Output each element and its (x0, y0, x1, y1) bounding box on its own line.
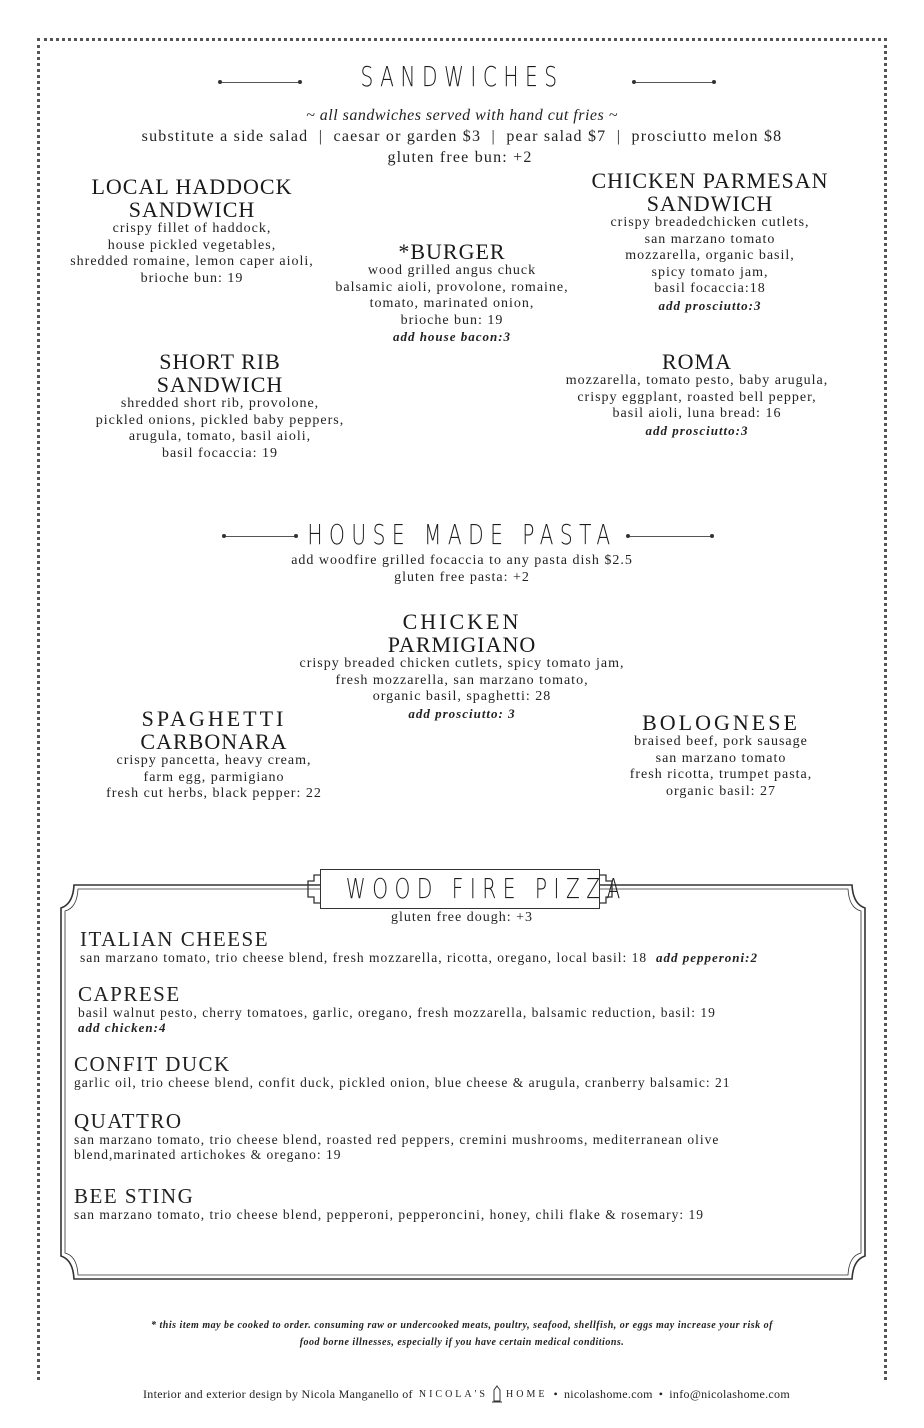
menu-item-roma (540, 350, 854, 439)
menu-item-spaghetti-carbonara (64, 707, 364, 803)
pizza-title: WOOD FIRE PIZZA (345, 872, 627, 905)
dish-desc-line: crispy fillet of haddock, (112, 221, 272, 236)
dish-addon: add chicken:4 (78, 1020, 167, 1035)
dish-desc-line: fresh ricotta, trumpet pasta, (629, 767, 813, 782)
dish-name: PARMIGIANO (387, 632, 537, 657)
dish-desc-line: house pickled vegetables, (107, 237, 277, 253)
menu-item-short-rib (60, 350, 380, 462)
disclaimer-line: food borne illnesses, especially if you have certain medical conditions. (299, 1337, 625, 1348)
dish-desc-line: basil focaccia: 19 (162, 445, 278, 461)
dish-desc-line: blend,marinated artichokes & oregano: 19 (74, 1147, 342, 1162)
menu-item-chicken-parmesan (560, 169, 860, 314)
footer-bullet: • (553, 1386, 558, 1401)
dish-desc-line: balsamic aioli, provolone, romaine, (335, 279, 569, 295)
footer-row (143, 1385, 790, 1403)
dish-name: QUATTRO (74, 1109, 183, 1133)
dish-desc-line: basil aioli, luna bread: 16 (612, 406, 782, 421)
dish-addon: add prosciutto: 3 (408, 705, 516, 721)
dish-desc-line: spicy tomato jam, (651, 264, 769, 280)
dish-name: *BURGER (398, 239, 506, 264)
pizza-item-quattro (74, 1110, 864, 1162)
footer (0, 1383, 924, 1405)
dish-desc-line: organic basil: 27 (665, 783, 777, 799)
dish-name: CAPRESE (78, 982, 181, 1006)
pasta-note-gluten: gluten free pasta: +2 (394, 570, 530, 585)
dish-desc-line: mozzarella, tomato pesto, baby arugula, (565, 373, 829, 388)
pasta-title: HOUSE MADE PASTA (307, 518, 617, 551)
section-rule-right (634, 82, 714, 83)
dish-desc-line: crispy breaded chicken cutlets, spicy tomato jam, (299, 656, 625, 671)
dish-name: CHICKEN PARMESAN (591, 168, 829, 193)
dish-desc-line: crispy pancetta, heavy cream, (116, 753, 312, 768)
dish-desc-line: arugula, tomato, basil aioli, (128, 429, 312, 444)
dish-name: CHICKEN (402, 609, 522, 634)
dish-desc-line: tomato, marinated onion, (369, 296, 535, 311)
consumer-advisory (80, 1317, 844, 1351)
dish-name: SPAGHETTI (141, 706, 287, 731)
dish-desc-line: brioche bun: 19 (140, 270, 244, 286)
section-rule-right (628, 536, 712, 537)
dish-addon: add prosciutto:3 (658, 297, 762, 313)
dish-desc-line: farm egg, parmigiano (143, 769, 285, 785)
dish-addon: add pepperoni:2 (655, 950, 758, 965)
footer-email-link[interactable]: info@nicolashome.com (669, 1386, 790, 1401)
dish-name: ROMA (661, 349, 732, 374)
dish-desc-line: crispy eggplant, roasted bell pepper, (577, 389, 817, 405)
sandwiches-title: SANDWICHES (360, 60, 564, 93)
dish-name: BOLOGNESE (642, 710, 800, 735)
dish-desc-line: shredded short rib, provolone, (120, 396, 320, 411)
brand-logo-left: NICOLA'S (418, 1388, 488, 1400)
dish-desc-line: fresh cut herbs, black pepper: 22 (106, 786, 322, 801)
dish-addon: add house bacon:3 (392, 329, 512, 344)
dish-name: ITALIAN CHEESE (80, 927, 270, 951)
dish-desc-line: organic basil, spaghetti: 28 (372, 689, 552, 704)
disclaimer-line: * this item may be cooked to order. consuming raw or undercooked meats, poultry, seafood, shellfish, or eggs may increase your risk of (151, 1320, 773, 1331)
dish-desc-line: braised beef, pork sausage (634, 734, 808, 749)
section-rule-left (224, 536, 296, 537)
pizza-item-bee-sting (74, 1185, 864, 1222)
dish-name: CONFIT DUCK (74, 1052, 231, 1076)
dish-desc-line: mozzarella, organic basil, (625, 248, 795, 263)
dish-desc-line: basil walnut pesto, cherry tomatoes, garlic, oregano, fresh mozzarella, balsamic reduction, basil: 19 (78, 1005, 716, 1020)
pizza-gluten-note: gluten free dough: +3 (390, 910, 534, 925)
dish-desc-line: san marzano tomato (655, 750, 787, 766)
menu-item-bolognese (586, 711, 856, 800)
menu-item-burger (312, 240, 592, 345)
dish-desc-line: brioche bun: 19 (400, 312, 504, 328)
brand-logo-icon (491, 1385, 503, 1403)
dish-name: BEE STING (74, 1184, 195, 1208)
menu-item-local-haddock (52, 175, 332, 287)
dish-desc-line: shredded romaine, lemon caper aioli, (70, 254, 314, 269)
dish-name: SANDWICH (646, 191, 774, 216)
footer-credit: Interior and exterior design by Nicola Manganello of (143, 1386, 413, 1401)
dish-addon: add prosciutto:3 (645, 422, 749, 438)
dish-desc-line: garlic oil, trio cheese blend, confit duck, pickled onion, blue cheese & arugula, cranberry balsamic: 21 (74, 1075, 731, 1090)
dish-desc: san marzano tomato, trio cheese blend, fresh mozzarella, ricotta, oregano, local basil: 18 (80, 950, 648, 965)
section-rule-left (220, 82, 300, 83)
pizza-item-caprese (78, 983, 858, 1036)
dish-desc-line (80, 950, 870, 965)
dish-desc-line: wood grilled angus chuck (367, 263, 537, 278)
pizza-title-box (320, 869, 627, 909)
dish-desc-line: san marzano tomato, trio cheese blend, pepperoni, pepperoncini, honey, chili flake & rosemary: 19 (74, 1207, 704, 1222)
brand-logo-right: HOME (506, 1388, 548, 1400)
pasta-note-focaccia: add woodfire grilled focaccia to any pasta dish $2.5 (291, 553, 633, 568)
dish-name: SANDWICH (128, 197, 256, 222)
dish-desc-line: san marzano tomato, trio cheese blend, roasted red peppers, cremini mushrooms, mediterranean olive (74, 1132, 720, 1147)
sandwiches-served-note: ~ all sandwiches served with hand cut fries ~ (306, 107, 618, 124)
footer-bullet: • (658, 1386, 664, 1401)
dish-name: SANDWICH (156, 372, 284, 397)
menu-item-chicken-parmigiano (262, 610, 662, 722)
dish-desc-line: basil focaccia:18 (654, 281, 766, 296)
dish-name: SHORT RIB (159, 349, 281, 374)
dish-desc-line: pickled onions, pickled baby peppers, (95, 412, 345, 428)
pizza-item-italian-cheese (80, 928, 870, 965)
sandwiches-substitute-note: substitute a side salad | caesar or garden $3 | pear salad $7 | prosciutto melon $8 (141, 128, 783, 145)
pizza-item-confit-duck (74, 1053, 864, 1090)
dish-desc-line: crispy breadedchicken cutlets, (610, 215, 810, 230)
sandwiches-gluten-note: gluten free bun: +2 (387, 149, 533, 166)
dish-name: CARBONARA (140, 729, 288, 754)
dish-name: LOCAL HADDOCK (91, 174, 293, 199)
dish-desc-line: fresh mozzarella, san marzano tomato, (335, 672, 589, 688)
footer-website-link[interactable]: nicolashome.com (563, 1386, 653, 1401)
dish-desc-line: san marzano tomato (644, 231, 776, 247)
